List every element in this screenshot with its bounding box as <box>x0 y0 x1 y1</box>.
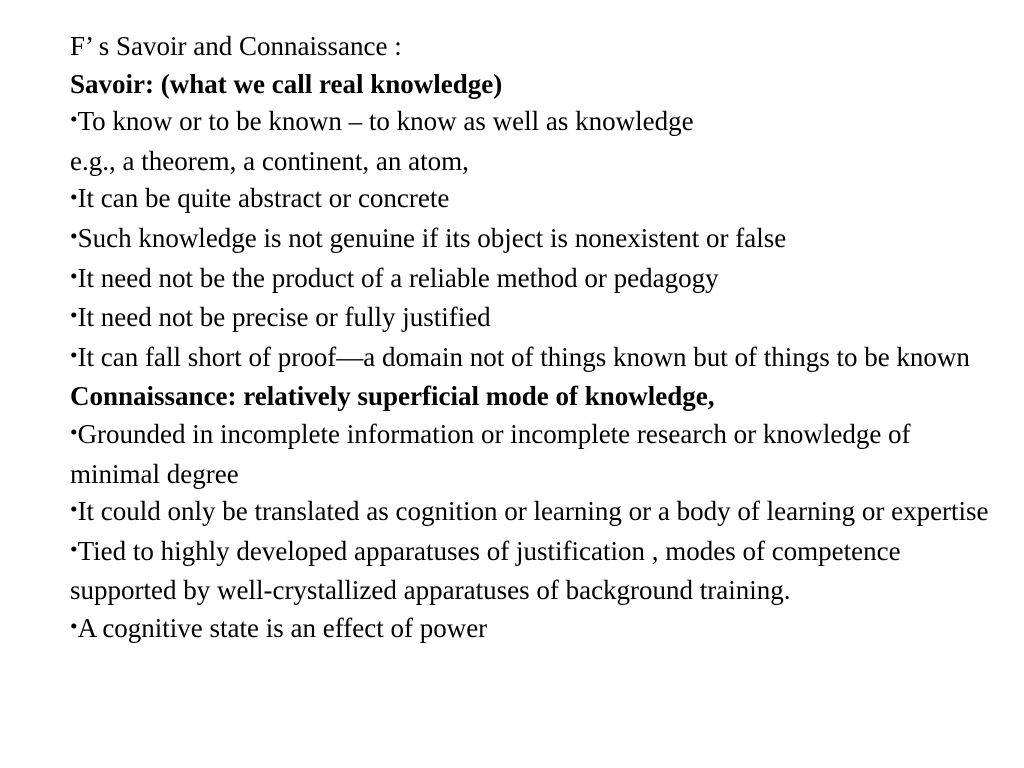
bullet-item <box>70 103 990 143</box>
bullet-item <box>70 220 990 260</box>
bullet-text: To know or to be known – to know as well as knowledge <box>77 106 694 137</box>
bullet-text: It can be quite abstract or concrete <box>77 183 450 214</box>
bullet-icon: • <box>70 536 78 561</box>
bullet-item <box>70 180 990 220</box>
bullet-icon: • <box>70 303 78 328</box>
bullet-item <box>70 610 990 650</box>
example-line: e.g., a theorem, a continent, an atom, <box>70 145 469 176</box>
savoir-heading: Savoir: (what we call real knowledge) <box>70 68 503 99</box>
connaissance-heading: Connaissance: relatively superficial mode of knowledge, <box>70 381 715 412</box>
bullet-item <box>70 533 990 610</box>
bullet-icon: • <box>70 342 78 367</box>
slide-content <box>70 28 990 650</box>
bullet-text: It need not be the product of a reliable method or pedagogy <box>77 262 719 293</box>
bullet-icon: • <box>70 184 78 209</box>
bullet-icon: • <box>70 420 78 445</box>
bullet-item <box>70 493 990 533</box>
bullet-item <box>70 299 990 339</box>
bullet-text: Grounded in incomplete information or incomplete research or knowledge of minimal degree <box>70 418 911 489</box>
bullet-item <box>70 339 990 379</box>
bullet-text: It could only be translated as cognition or learning or a body of learning or expertise <box>77 496 989 527</box>
bullet-icon: • <box>70 497 78 522</box>
slide-title: F’ s Savoir and Connaissance : <box>70 31 402 61</box>
bullet-text: A cognitive state is an effect of power <box>77 612 488 643</box>
bullet-icon: • <box>70 107 78 132</box>
bullet-item <box>70 260 990 300</box>
bullet-text: Tied to highly developed apparatuses of justification , modes of competence supported by well-crystallized apparatuses of background training. <box>70 535 901 606</box>
bullet-text: It need not be precise or fully justified <box>77 302 491 333</box>
bullet-text: Such knowledge is not genuine if its object is nonexistent or false <box>77 222 787 253</box>
bullet-item <box>70 416 990 493</box>
bullet-text: It can fall short of proof—a domain not of things known but of things to be known <box>77 341 970 372</box>
bullet-icon: • <box>70 614 78 639</box>
bullet-icon: • <box>70 263 78 288</box>
bullet-icon: • <box>70 224 78 249</box>
